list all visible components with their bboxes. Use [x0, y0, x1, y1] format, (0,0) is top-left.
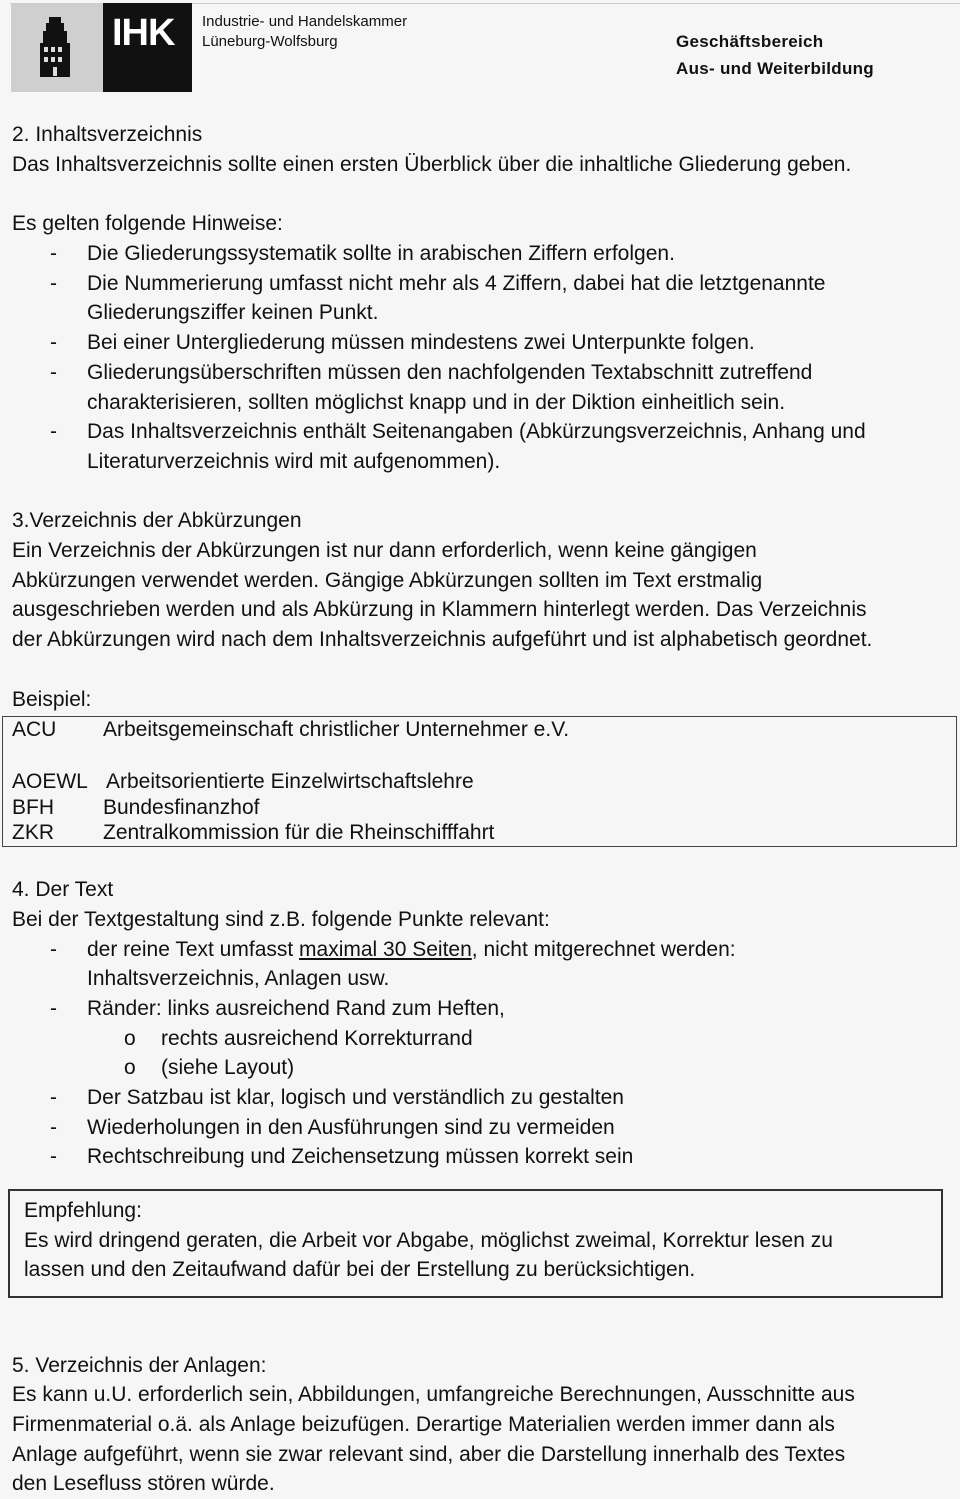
list-item-cont: Inhaltsverzeichnis, Anlagen usw.	[87, 967, 390, 990]
section-heading: 2. Inhaltsverzeichnis	[12, 123, 203, 146]
recommendation-text: Es wird dringend geraten, die Arbeit vor Abgabe, möglichst zweimal, Korrektur lesen zu	[24, 1229, 833, 1252]
paragraph-line: der Abkürzungen wird nach dem Inhaltsverzeichnis aufgeführt und ist alphabetisch geordnet.	[12, 628, 873, 651]
paragraph-line: ausgeschrieben werden und als Abkürzung in Klammern hinterlegt werden. Das Verzeichnis	[12, 598, 867, 621]
paragraph: Das Inhaltsverzeichnis sollte einen ersten Überblick über die inhaltliche Gliederung geben.	[12, 153, 852, 176]
list-item-cont: charakterisieren, sollten möglichst knapp und in der Diktion einheitlich sein.	[87, 391, 786, 414]
paragraph: Bei der Textgestaltung sind z.B. folgende Punkte relevant:	[12, 908, 550, 931]
dept-line1: Geschäftsbereich	[676, 32, 824, 51]
example-label: Beispiel:	[12, 688, 92, 711]
list-item-cont: Gliederungsziffer keinen Punkt.	[87, 301, 379, 324]
paragraph-line: Anlage aufgeführt, wenn sie zwar relevant sind, aber die Darstellung innerhalb des Textes	[12, 1443, 846, 1466]
section-heading: 5. Verzeichnis der Anlagen:	[12, 1354, 267, 1377]
dept-line2: Aus- und Weiterbildung	[676, 59, 874, 78]
abbr-row: ZKR Zentralkommission für die Rheinschifffahrt	[12, 821, 495, 844]
section-heading: 4. Der Text	[12, 878, 114, 901]
recommendation-title: Empfehlung:	[24, 1199, 142, 1222]
org-name: Industrie- und Handelskammer	[202, 13, 408, 30]
paragraph-line: Ein Verzeichnis der Abkürzungen ist nur dann erforderlich, wenn keine gängigen	[12, 539, 757, 562]
recommendation-text: lassen und den Zeitaufwand dafür bei der Erstellung zu berücksichtigen.	[24, 1258, 696, 1281]
logo-text: IHK	[112, 12, 175, 54]
paragraph-line: Es kann u.U. erforderlich sein, Abbildungen, umfangreiche Berechnungen, Ausschnitte aus	[12, 1383, 855, 1406]
org-location: Lüneburg-Wolfsburg	[202, 33, 338, 50]
paragraph-line: Abkürzungen verwendet werden. Gängige Abkürzungen sollten im Text erstmalig	[12, 569, 763, 592]
logo-building-icon	[11, 3, 103, 92]
abbr-row: BFH Bundesfinanzhof	[12, 796, 260, 819]
paragraph-line: Firmenmaterial o.ä. als Anlage beizufügen. Derartige Materialien werden immer dann als	[12, 1413, 835, 1436]
section-heading: 3.Verzeichnis der Abkürzungen	[12, 509, 302, 532]
abbr-row: AOEWL Arbeitsorientierte Einzelwirtschaftslehre	[12, 770, 474, 793]
paragraph-line: den Lesefluss stören würde.	[12, 1472, 275, 1495]
paragraph: Es gelten folgende Hinweise:	[12, 212, 283, 235]
abbr-row: ACU Arbeitsgemeinschaft christlicher Unternehmer e.V.	[12, 718, 570, 741]
list-item-cont: Literaturverzeichnis wird mit aufgenommen).	[87, 450, 501, 473]
